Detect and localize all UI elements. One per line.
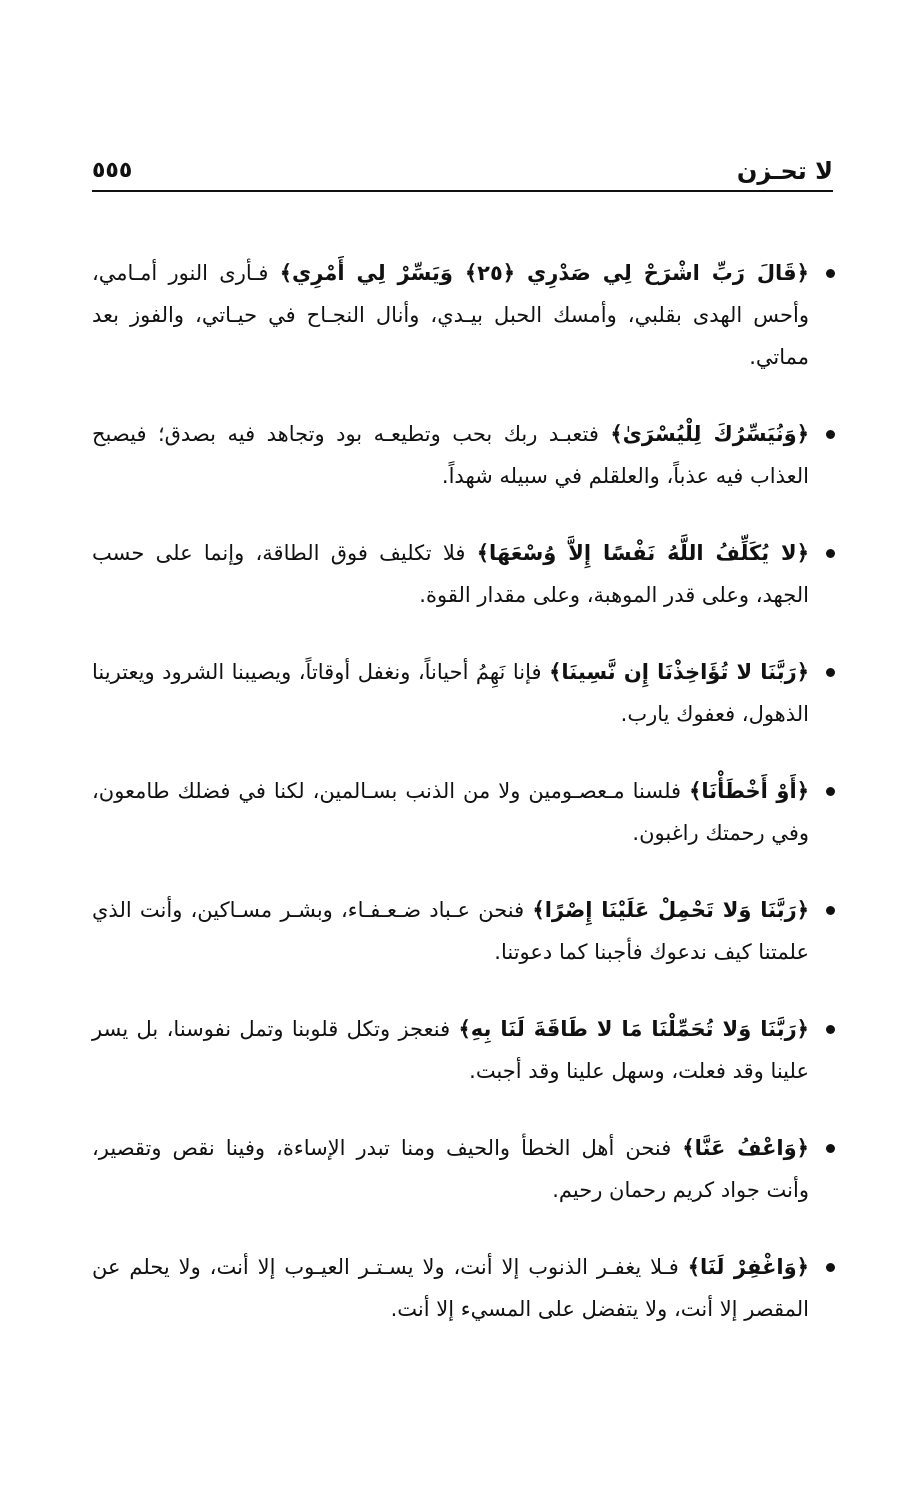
quran-verse: ﴿رَبَّنَا وَلا تَحْمِلْ عَلَيْنَا إِصْرًا﴾ bbox=[532, 898, 809, 922]
bullet-paragraph-4 bbox=[92, 651, 835, 735]
paragraph-text: فتعبـد ربك بحب وتطيعـه بود وتجاهد فيه بصدق؛ فيصبح العذاب فيه عذباً، والعلقلم في سبيله شهداً. bbox=[92, 422, 809, 488]
header-title: لا تحـزن bbox=[736, 157, 833, 185]
quran-verse: ﴿رَبَّنَا لا تُؤَاخِذْنَا إِن نَّسِينَا﴾ bbox=[549, 660, 809, 684]
bullet-dot-icon bbox=[826, 1263, 835, 1272]
bullet-dot-icon bbox=[826, 906, 835, 915]
header-divider bbox=[92, 190, 833, 192]
bullet-paragraph-8 bbox=[92, 1127, 835, 1211]
bullet-paragraph-2 bbox=[92, 413, 835, 497]
bullet-dot-icon bbox=[826, 269, 835, 278]
bullet-dot-icon bbox=[826, 430, 835, 439]
bullet-paragraph-9 bbox=[92, 1246, 835, 1330]
bullet-dot-icon bbox=[826, 1144, 835, 1153]
bullet-dot-icon bbox=[826, 668, 835, 677]
paragraph-text: فنعجز وتكل قلوبنا وتمل نفوسنا، بل يسر علينا وقد فعلت، وسهل علينا وقد أجبت. bbox=[92, 1017, 809, 1083]
quran-verse: ﴿أَوْ أَخْطَأْنَا﴾ bbox=[689, 779, 809, 803]
bullet-paragraph-5 bbox=[92, 770, 835, 854]
quran-verse: ﴿قَالَ رَبِّ اشْرَحْ لِي صَدْرِي ﴿٢٥﴾ وَيَسِّرْ لِي أَمْرِي﴾ bbox=[279, 261, 809, 285]
bullet-dot-icon bbox=[826, 549, 835, 558]
bullet-paragraph-3 bbox=[92, 532, 835, 616]
bullet-paragraph-6 bbox=[92, 889, 835, 973]
bullet-dot-icon bbox=[826, 1025, 835, 1034]
quran-verse: ﴿وَاعْفُ عَنَّا﴾ bbox=[682, 1136, 809, 1160]
running-header bbox=[92, 150, 833, 186]
bullet-paragraph-1 bbox=[92, 252, 835, 378]
paragraph-text: فلسنا مـعصـومين ولا من الذنب بسـالمين، لكنا في فضلك طامعون، وفي رحمتك راغبون. bbox=[92, 779, 809, 845]
bullet-dot-icon bbox=[826, 787, 835, 796]
quran-verse: ﴿لا يُكَلِّفُ اللَّهُ نَفْسًا إِلاَّ وُسْعَهَا﴾ bbox=[476, 541, 809, 565]
paragraph-text: فنحن أهل الخطأ والحيف ومنا تبدر الإساءة، وفينا نقص وتقصير، وأنت جواد كريم رحمان رحيم. bbox=[92, 1136, 809, 1202]
quran-verse: ﴿وَاغْفِرْ لَنَا﴾ bbox=[687, 1255, 809, 1279]
paragraph-text: فإنا نَهِمُ أحياناً، ونغفل أوقاتاً، ويصيبنا الشرود ويعترينا الذهول، فعفوك يارب. bbox=[92, 660, 809, 726]
page-number: ٥٥٥ bbox=[92, 158, 133, 183]
quran-verse: ﴿رَبَّنَا وَلا تُحَمِّلْنَا مَا لا طَاقَةَ لَنَا بِهِ﴾ bbox=[458, 1017, 809, 1041]
quran-verse: ﴿وَنُيَسِّرُكَ لِلْيُسْرَىٰ﴾ bbox=[610, 422, 809, 446]
paragraph-text: فـلا يغفـر الذنوب إلا أنت، ولا يسـتـر العيـوب إلا أنت، ولا يحلم عن المقصر إلا أنت، ولا يتفضل على المسيء إلا أنت. bbox=[92, 1255, 809, 1321]
paragraph-text: فلا تكليف فوق الطاقة، وإنما على حسب الجهد، وعلى قدر الموهبة، وعلى مقدار القوة. bbox=[92, 541, 809, 607]
bullet-paragraph-7 bbox=[92, 1008, 835, 1092]
paragraph-text: فـأرى النور أمـامي، وأحس الهدى بقلبي، وأمسك الحبل بيـدي، وأنال النجـاح في حيـاتي، والفوز بعد مماتي. bbox=[92, 261, 809, 369]
main-text bbox=[92, 252, 835, 1365]
paragraph-text: فنحن عـباد ضـعـفـاء، وبشـر مسـاكين، وأنت الذي علمتنا كيف ندعوك فأجبنا كما دعوتنا. bbox=[92, 898, 809, 964]
